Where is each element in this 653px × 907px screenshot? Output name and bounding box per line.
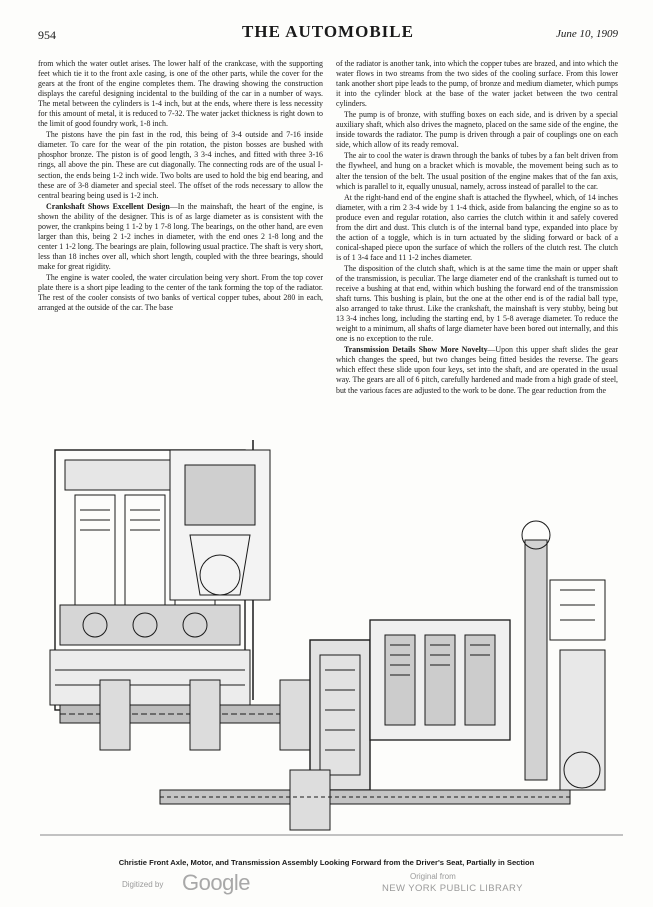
section-heading: Crankshaft Shows Excellent Design	[46, 201, 170, 211]
issue-date: June 10, 1909	[555, 28, 618, 40]
paragraph: Crankshaft Shows Excellent Design—In the mainshaft, the heart of the engine, is shown the ability of the designer. This is of as large diameter as is consistent with the power, the crankpins being 1 1-2 by 1 7-8 long. The bearings, on the other hand, are even larger than this, being 2 1-2 inches in diameter, with the end ones 2 1-8 long and the center 1 1-2 long. The bearings are plain, following usual practice. The shaft is very short, less than 18 inches over all, which short length, coupled with the three bearings, should make for great rigidity.	[38, 201, 324, 271]
flywheel	[310, 640, 370, 790]
section-heading: Transmission Details Show More Novelty	[344, 345, 488, 355]
digitized-by-label: Digitized by	[122, 880, 164, 889]
library-name: NEW YORK PUBLIC LIBRARY	[382, 883, 523, 894]
original-from-label: Original from	[410, 872, 456, 881]
page-number: 954	[38, 28, 56, 42]
publication-title: THE AUTOMOBILE	[242, 22, 414, 41]
engine-assembly-drawing	[40, 440, 623, 850]
page-header	[38, 20, 618, 44]
left-column	[38, 59, 323, 314]
paragraph: The pistons have the pin fast in the rod, this being of 3-4 outside and 7-16 inside diameter. To care for the wear of the pin rotation, the piston bosses are bushed with phosphor bronze. The piston is of good length, 3 3-4 inches, and fitted with three 3-16 rings, all above the pin. These are cut diagonally. The connecting rods are of the usual I-section, the ends being 1-2 inch wide. Two bolts are used to hold the big end bearing, and these are of 3-8 diameter and special steel. The offset of the rods necessary to allow the central bearing being used is 1-2 inch.	[38, 130, 323, 200]
piston-section	[170, 450, 270, 600]
paragraph: At the right-hand end of the engine shaft is attached the flywheel, which, of 14 inches diameter, with a rim 2 3-4 wide by 1 1-4 thick, aside from balancing the engine so as to produce even and regular rotation, also carries the clutch within it and safely covered from the dirt and dust. This clutch is of the internal band type, expanded into place by the action of a toggle, which is in turn actuated by the sliding forward or back of a conical-shaped piece upon the surface of which the rollers of the clutch rest. The clutch is of 1 3-4 face and 11 1-2 inches diameter.	[336, 192, 618, 262]
paragraph: The engine is water cooled, the water circulation being very short. From the top cover plate there is a short pipe leading to the center of the tank forming the top of the radiator. The rest of the cooler consists of two banks of vertical copper tubes, about 280 in each, arranged at the outside of the car. The base	[38, 272, 323, 313]
scan-watermark	[0, 870, 653, 907]
paragraph: Transmission Details Show More Novelty—Upon this upper shaft slides the gear which changes the speed, but two changes being fitted besides the reverse. The gears which effect these slide upon four keys, set into the shaft, and are operated in the usual way. The gears are all of 6 pitch, carefully hardened and made from a high grade of steel, but the various faces are adjusted to the work to be done. The gear reduction from the	[336, 345, 618, 395]
google-logo: Google	[182, 870, 250, 895]
transmission-case	[370, 620, 510, 740]
paragraph: of the radiator is another tank, into which the copper tubes are brazed, and into which the water flows in two streams from the two sides of the cooling surface. From this lower tank another short pipe leads to the pump, of bronze and medium diameter, which pumps it into the cylinder block at the base of the water jacket between the two central cylinders.	[336, 59, 618, 109]
right-column	[336, 59, 618, 397]
paragraph: The air to cool the water is drawn through the banks of tubes by a fan belt driven from the flywheel, and hung on a bracket which is movable, the movement being such as to alter the tension of the belt. The usual position of the engine makes that of the fan axis, which is parallel to it, equally unusual, namely, across instead of parallel to the car.	[336, 151, 618, 191]
paragraph: from which the water outlet arises. The lower half of the crankcase, with the supporting feet which tie it to the front axle casing, is one of the other parts, while the cover for the gears at the front of the engine completes them. The drawing showing the construction displays the careful designing incidental to the building of the car in a number of ways. The metal between the cylinders is 1-4 inch, but at the ends, where there is less necessity for this amount of metal, it is reduced to 7-32. The water jacket thickness is right down to the limit of good foundry work, 1-8 inch.	[38, 59, 323, 129]
paragraph: The disposition of the clutch shaft, which is at the same time the main or upper shaft of the transmission, is peculiar. The large diameter end of the crankshaft is turned out to receive a bushing at that end, within which bushing the forward end of the transmission shaft turns. This bushing is plain, but the one at the other end is of the radial ball type, also arranged to take thrust. Like the crankshaft, the mainshaft is very stubby, being but 13 3-4 inches long, including the starting end, by 1 5-8 average diameter. To reduce the weight to a minimum, all shafts of large diameter have been bored out internally, and this one is no exception to the rule.	[336, 263, 618, 344]
paragraph: The pump is of bronze, with stuffing boxes on each side, and is driven by a special auxiliary shaft, which also drives the magneto, placed on the same side of the engine, the inside towards the radiator. The pump is driven through a pair of couplings one on each side, which allow of its ready removal.	[336, 110, 618, 150]
figure-caption: Christie Front Axle, Motor, and Transmission Assembly Looking Forward from the Driver's Seat, Partially in Section	[118, 858, 535, 867]
